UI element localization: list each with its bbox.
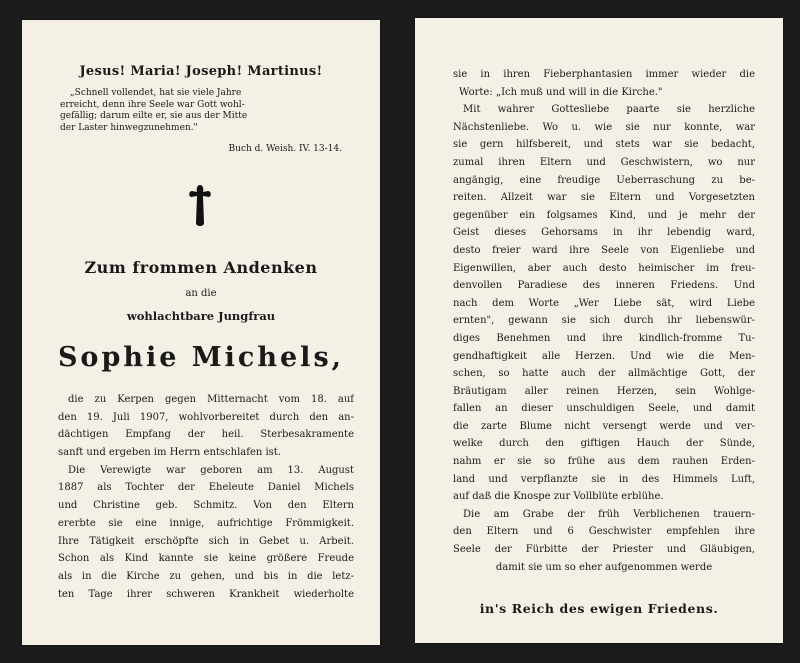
text-line: welke durch den giftigen Hauch der Sünde,: [453, 438, 755, 450]
text-line: damit sie um so eher aufgenommen werde: [495, 561, 713, 573]
text-line: auf daß die Knospe zur Vollblüte erblühe.: [453, 491, 664, 503]
quote-line: „Schnell vollendet, hat sie viele Jahre: [70, 88, 242, 98]
text-line: land und verpflanzte sie in des Himmels Luft,: [453, 473, 755, 485]
text-line: und Christine geb. Schmitz. Von den Eltern: [58, 500, 354, 512]
an-die-text: an die: [185, 288, 217, 299]
text-line: Seele der Fürbitte der Priester und Gläubigen,: [453, 544, 755, 556]
text-line: Mit wahrer Gottesliebe paarte sie herzliche: [463, 104, 755, 116]
text-line: Schon als Kind kannte sie keine größere Freude: [58, 553, 354, 565]
text-line: gegenüber ein folgsames Kind, und je mehr der: [453, 209, 755, 221]
text-line: den 19. Juli 1907, wohlvorbereitet durch den an-: [58, 411, 354, 423]
text-line: ernten", gewann sie sich durch ihr liebenswür-: [453, 315, 755, 327]
text-line: ererbte sie eine innige, aufrichtige Frömmigkeit.: [58, 517, 354, 529]
text-line: 1887 als Tochter der Eheleute Daniel Michels: [58, 482, 354, 494]
text-line: Worte: „Ich muß und will in die Kirche.": [459, 86, 663, 98]
text-line: sie gern hilfsbereit, und stets war sie bedacht,: [453, 139, 755, 151]
latin-cross-icon: [187, 183, 213, 233]
right-memorial-card: [415, 18, 783, 643]
text-line: angängig, eine freudige Ueberraschung zu be-: [453, 174, 755, 186]
text-line: dächtigen Empfang der heil. Sterbesakramente: [58, 429, 354, 441]
text-line: diges Benehmen und ihre kindlich-fromme Tu-: [453, 332, 755, 344]
closing-line: in's Reich des ewigen Friedens.: [479, 601, 719, 616]
text-line: die zu Kerpen gegen Mitternacht vom 18. auf: [68, 394, 354, 405]
scripture-quote: [60, 88, 342, 134]
honorific-title: wohlachtbare Jungfrau: [126, 309, 276, 323]
text-line: den Eltern und 6 Geschwister empfehlen ihre: [453, 526, 755, 538]
text-line: nach dem Worte „Wer Liebe sät, wird Liebe: [453, 297, 755, 309]
text-line: die zarte Blume nicht versengt werde und ver-: [453, 420, 755, 432]
text-line: Die Verewigte war geboren am 13. August: [68, 464, 354, 476]
text-line: fallen an dieser unschuldigen Seele, und damit: [453, 403, 755, 415]
text-line: schen, so hatte auch der allmächtige Gott, der: [453, 368, 755, 380]
text-line: reiten. Allzeit war sie Eltern und Vorgesetzten: [453, 192, 755, 204]
text-line: sanft und ergeben im Herrn entschlafen ist.: [58, 447, 282, 459]
text-line: desto freier ward ihre Seele von Eigenliebe und: [453, 244, 755, 256]
text-line: gendhaftigkeit alle Herzen. Und wie die Men-: [453, 350, 755, 362]
text-line: sie in ihren Fieberphantasien immer wieder die: [453, 69, 755, 80]
text-line: als in die Kirche zu gehen, und bis in die letz-: [58, 570, 354, 582]
biography-text-left: [58, 391, 354, 603]
biography-text-right: [453, 66, 755, 576]
quote-line: der Laster hinwegzunehmen.": [60, 122, 198, 133]
memorial-heading: Zum frommen Andenken: [84, 258, 318, 277]
text-line: Ihre Tätigkeit erschöpfte sich in Gebet u. Arbeit.: [58, 535, 354, 547]
text-line: Nächstenliebe. Wo u. wie sie nur konnte, war: [453, 121, 755, 133]
text-line: Bräutigam aller reinen Herzen, sein Wohlge-: [453, 385, 755, 397]
text-line: ten Tage ihrer schweren Krankheit wiederholte: [58, 588, 354, 600]
invocation-heading: Jesus! Maria! Joseph! Martinus!: [79, 64, 323, 79]
text-line: Die am Grabe der früh Verblichenen trauern-: [463, 508, 755, 520]
quote-line: gefällig; darum eilte er, sie aus der Mitte: [60, 111, 248, 121]
text-line: Eigenwillen, aber auch desto heimischer im freu-: [453, 262, 755, 274]
deceased-name: Sophie Michels,: [57, 342, 345, 373]
quote-line: erreicht, denn ihre Seele war Gott wohl-: [60, 99, 245, 110]
quote-source: Buch d. Weish. IV. 13-14.: [228, 144, 342, 154]
text-line: nahm er sie so frühe aus dem rauhen Erden-: [453, 456, 755, 468]
text-line: Geist dieses Gehorsams in ihr lebendig ward,: [453, 227, 755, 239]
text-line: zumal ihren Eltern und Geschwistern, wo nur: [453, 156, 755, 168]
text-line: denvollen Paradiese des inneren Friedens. Und: [453, 280, 755, 292]
left-memorial-card: [22, 20, 380, 645]
